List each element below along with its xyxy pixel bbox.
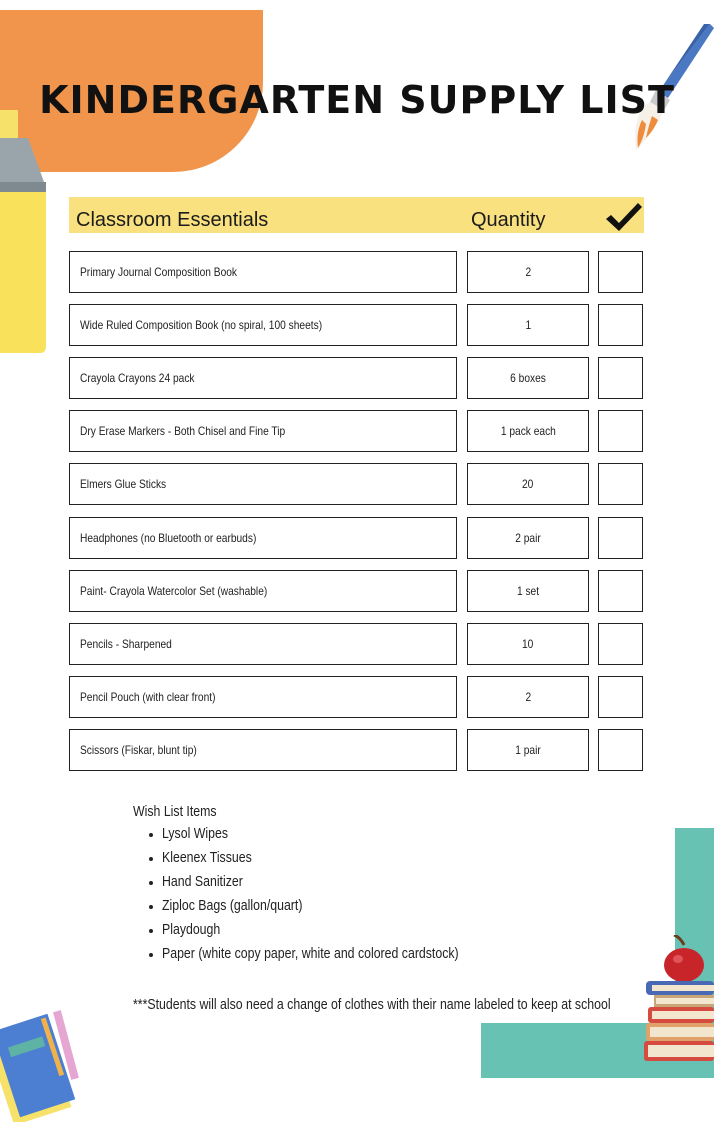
item-name-cell (69, 251, 457, 293)
checkbox[interactable] (598, 410, 643, 452)
item-name-cell (69, 304, 457, 346)
table-row (69, 570, 644, 614)
checkbox[interactable] (598, 729, 643, 771)
quantity-cell (467, 251, 589, 293)
item-name-cell (69, 729, 457, 771)
page-title: KINDERGARTEN SUPPLY LIST (39, 78, 675, 122)
table-row (69, 357, 644, 401)
item-name: Pencils - Sharpened (80, 636, 172, 651)
quantity-cell (467, 463, 589, 505)
quantity-cell (467, 623, 589, 665)
item-name: Primary Journal Composition Book (80, 265, 238, 279)
wish-list-item: Ziploc Bags (gallon/quart) (162, 894, 511, 918)
item-quantity: 20 (522, 477, 534, 492)
item-name: Crayola Crayons 24 pack (80, 371, 195, 386)
table-row (69, 251, 644, 295)
item-name-cell (69, 410, 457, 452)
checkbox[interactable] (598, 517, 643, 559)
essentials-header-label: Classroom Essentials (76, 209, 269, 231)
item-quantity: 10 (522, 636, 534, 651)
quantity-cell (467, 517, 589, 559)
quantity-cell (467, 676, 589, 718)
item-quantity: 1 set (516, 583, 540, 598)
quantity-cell (467, 357, 589, 399)
item-name: Pencil Pouch (with clear front) (80, 689, 216, 704)
quantity-header-label: Quantity (471, 209, 546, 231)
item-name-cell (69, 676, 457, 718)
item-name: Dry Erase Markers - Both Chisel and Fine Tip (80, 424, 286, 439)
checkmark-icon (604, 201, 644, 235)
checkbox[interactable] (598, 304, 643, 346)
table-row (69, 304, 644, 348)
item-name-cell (69, 623, 457, 665)
table-row (69, 463, 644, 507)
table-row (69, 623, 644, 667)
checkbox[interactable] (598, 463, 643, 505)
clothes-note: ***Students will also need a change of clothes with their name labeled to keep at school (133, 997, 611, 1013)
wish-list-item: Hand Sanitizer (162, 870, 511, 894)
quantity-cell (467, 570, 589, 612)
checkbox[interactable] (598, 251, 643, 293)
item-name: Elmers Glue Sticks (80, 477, 167, 492)
wish-list-item: Playdough (162, 918, 511, 942)
item-quantity: 2 pair (515, 530, 541, 545)
item-name-cell (69, 357, 457, 399)
quantity-cell (467, 729, 589, 771)
wish-list-item: Lysol Wipes (162, 822, 511, 846)
item-quantity: 1 pair (515, 742, 541, 757)
checkbox[interactable] (598, 676, 643, 718)
item-quantity: 1 (525, 318, 531, 333)
wish-list-items (133, 822, 511, 966)
wish-list-title: Wish List Items (133, 804, 217, 820)
wish-list-item: Kleenex Tissues (162, 846, 511, 870)
table-row (69, 676, 644, 720)
table-row (69, 410, 644, 454)
checkbox[interactable] (598, 570, 643, 612)
item-name-cell (69, 570, 457, 612)
item-quantity: 2 (525, 265, 531, 279)
quantity-cell (467, 410, 589, 452)
quantity-cell (467, 304, 589, 346)
checkbox[interactable] (598, 623, 643, 665)
item-quantity: 1 pack each (500, 424, 556, 439)
item-name: Wide Ruled Composition Book (no spiral, 100 sheets) (80, 318, 323, 333)
item-name: Headphones (no Bluetooth or earbuds) (80, 530, 257, 545)
item-quantity: 2 (525, 689, 531, 704)
notebook-illustration (0, 995, 95, 1122)
item-name-cell (69, 517, 457, 559)
item-name: Scissors (Fiskar, blunt tip) (80, 742, 197, 757)
wish-list-item: Paper (white copy paper, white and colored cardstock) (162, 942, 511, 966)
item-quantity: 6 boxes (510, 371, 546, 386)
item-name: Paint- Crayola Watercolor Set (washable) (80, 583, 268, 598)
table-row (69, 517, 644, 561)
table-header (69, 197, 644, 233)
table-row (69, 729, 644, 773)
highlighter-illustration (0, 110, 50, 355)
checkbox[interactable] (598, 357, 643, 399)
item-name-cell (69, 463, 457, 505)
wish-list (133, 804, 511, 966)
